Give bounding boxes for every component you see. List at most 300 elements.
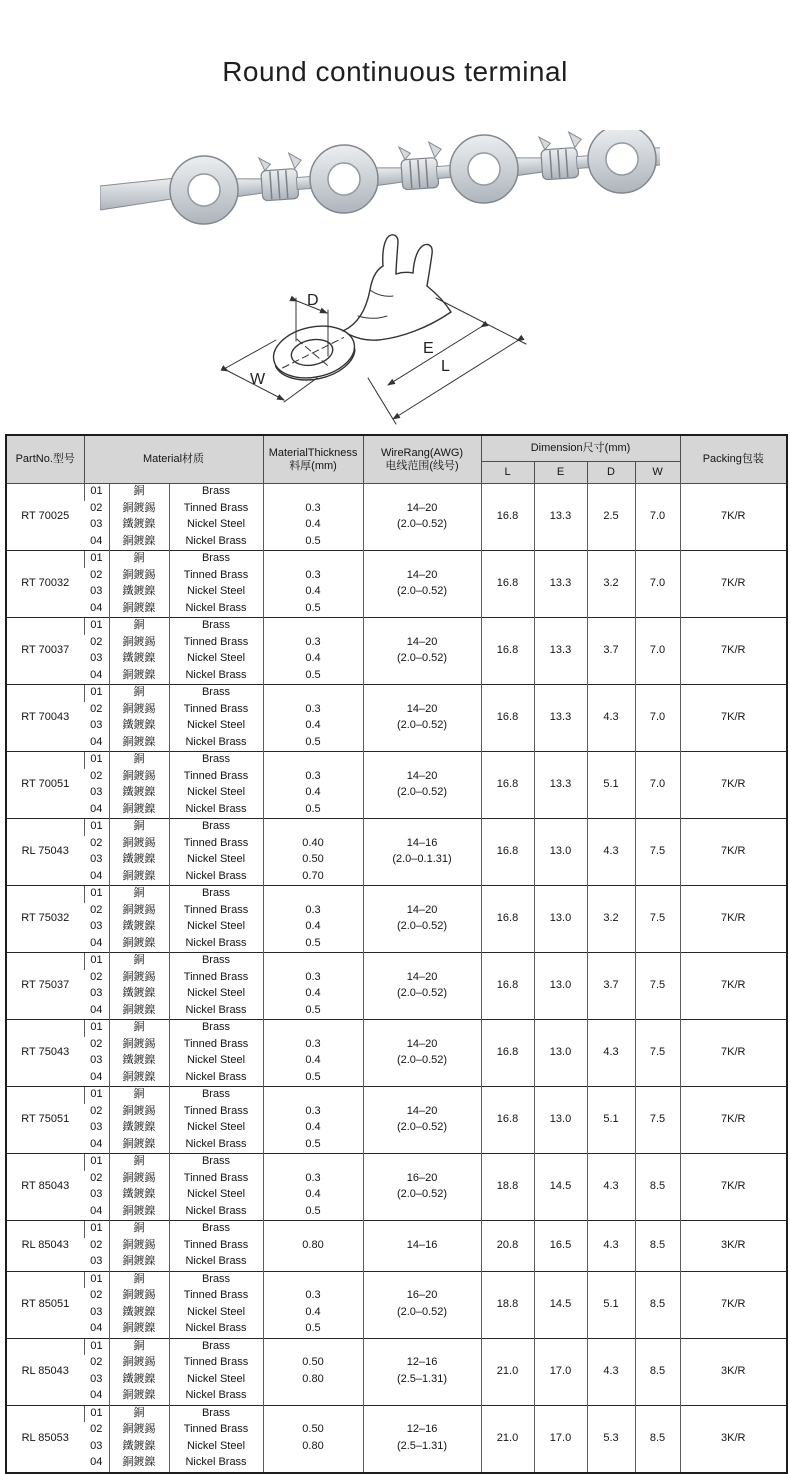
part-no-cell: RT 85051 (6, 1271, 84, 1338)
material-name-cn-cell: 銅鍍鎳 (109, 1388, 169, 1405)
header-dim-e: E (534, 462, 587, 484)
header-dimension: Dimension尺寸(mm) (481, 435, 680, 462)
table-row (6, 484, 787, 501)
spec-table-header (6, 435, 787, 484)
material-name-en-cell: Tinned Brass (169, 635, 263, 652)
material-name-cn-cell: 銅鍍錫 (109, 568, 169, 585)
packing-cell: 3K/R (680, 1221, 787, 1272)
wire-range-cell: 16–20 (363, 1288, 481, 1305)
material-name-cn-cell: 鐵鍍鎳 (109, 919, 169, 936)
material-index-cell: 03 (90, 1121, 103, 1134)
spec-table-body (6, 484, 787, 1473)
table-row (6, 953, 787, 970)
dim-w-cell: 7.5 (635, 886, 680, 953)
thickness-cell: 0.4 (263, 1053, 363, 1070)
material-name-en-cell: Nickel Steel (169, 718, 263, 735)
dim-e-cell: 14.5 (534, 1154, 587, 1221)
material-index-cell: 04 (90, 1137, 103, 1150)
material-name-en-cell: Nickel Steel (169, 1305, 263, 1322)
material-index-cell: 03 (90, 585, 103, 598)
part-no-cell: RT 75051 (6, 1087, 84, 1154)
part-no-cell: RL 75043 (6, 819, 84, 886)
wire-range-cell: (2.0–0.52) (363, 1187, 481, 1204)
material-name-en-cell: Nickel Steel (169, 1187, 263, 1204)
dim-d-cell: 5.1 (587, 1087, 635, 1154)
material-name-en-cell: Nickel Steel (169, 517, 263, 534)
material-name-en-cell: Nickel Brass (169, 802, 263, 819)
header-dim-w: W (635, 462, 680, 484)
material-index-cell: 02 (90, 1238, 103, 1251)
wire-range-cell (363, 1020, 481, 1037)
thickness-cell: 0.4 (263, 1120, 363, 1137)
material-name-cn-cell: 銅鍍鎳 (109, 735, 169, 752)
dim-w-cell: 7.0 (635, 685, 680, 752)
dimension-diagram (180, 228, 600, 440)
material-index-cell: 01 (84, 1405, 109, 1422)
wire-range-cell (363, 936, 481, 953)
thickness-cell: 0.3 (263, 970, 363, 987)
dim-d-cell: 4.3 (587, 1154, 635, 1221)
material-index-cell: 04 (90, 668, 103, 681)
packing-cell: 7K/R (680, 953, 787, 1020)
thickness-cell: 0.40 (263, 836, 363, 853)
material-name-en-cell: Tinned Brass (169, 702, 263, 719)
material-name-cn-cell: 銅鍍錫 (109, 1422, 169, 1439)
material-name-en-cell: Nickel Steel (169, 986, 263, 1003)
material-name-cn-cell: 銅鍍鎳 (109, 1204, 169, 1221)
dim-l-cell: 21.0 (481, 1338, 534, 1405)
wire-range-cell: 16–20 (363, 1171, 481, 1188)
material-name-en-cell: Nickel Brass (169, 1388, 263, 1405)
material-index-cell: 01 (84, 953, 109, 970)
header-thickness-en: MaterialThickness (268, 447, 358, 459)
wire-range-cell (363, 1388, 481, 1405)
material-name-cn-cell: 銅 (109, 551, 169, 568)
thickness-cell: 0.70 (263, 869, 363, 886)
dim-l-cell: 20.8 (481, 1221, 534, 1272)
packing-cell: 7K/R (680, 685, 787, 752)
material-name-cn-cell: 銅鍍錫 (109, 1238, 169, 1255)
thickness-cell: 0.5 (263, 1137, 363, 1154)
wire-range-cell: 12–16 (363, 1355, 481, 1372)
spec-table (5, 434, 788, 1474)
material-name-cn-cell: 銅鍍鎳 (109, 534, 169, 551)
material-name-cn-cell: 銅鍍錫 (109, 1171, 169, 1188)
dim-e-cell: 13.3 (534, 618, 587, 685)
wire-range-cell: (2.0–0.52) (363, 919, 481, 936)
material-name-cn-cell: 銅鍍錫 (109, 1355, 169, 1372)
dim-l-cell: 21.0 (481, 1405, 534, 1473)
material-name-cn-cell: 銅鍍錫 (109, 1037, 169, 1054)
thickness-cell (263, 1020, 363, 1037)
thickness-cell (263, 1254, 363, 1271)
dim-l-cell: 16.8 (481, 484, 534, 551)
dim-l-cell: 16.8 (481, 819, 534, 886)
material-index-cell: 03 (90, 853, 103, 866)
material-name-en-cell: Tinned Brass (169, 1355, 263, 1372)
wire-range-cell (363, 1271, 481, 1288)
packing-cell: 7K/R (680, 1020, 787, 1087)
dim-e-cell: 13.3 (534, 752, 587, 819)
dim-l-cell: 16.8 (481, 1087, 534, 1154)
dim-e-cell: 13.0 (534, 819, 587, 886)
part-no-cell: RT 70025 (6, 484, 84, 551)
material-name-en-cell: Tinned Brass (169, 1422, 263, 1439)
material-index-cell: 02 (90, 702, 103, 715)
material-name-cn-cell: 銅鍍鎳 (109, 601, 169, 618)
thickness-cell: 0.3 (263, 635, 363, 652)
material-name-en-cell: Nickel Brass (169, 601, 263, 618)
dim-w-cell: 7.5 (635, 953, 680, 1020)
dim-e-cell: 13.0 (534, 1087, 587, 1154)
material-name-en-cell: Nickel Steel (169, 1053, 263, 1070)
material-index-cell: 01 (84, 1221, 109, 1238)
header-material: Material材质 (84, 435, 263, 484)
wire-range-cell: (2.0–0.52) (363, 1120, 481, 1137)
thickness-cell: 0.5 (263, 668, 363, 685)
wire-range-cell: (2.0–0.52) (363, 1053, 481, 1070)
terminal-body-outline (343, 235, 451, 340)
wire-range-cell: 14–20 (363, 970, 481, 987)
material-name-cn-cell: 鐵鍍鎳 (109, 986, 169, 1003)
material-name-cn-cell: 鐵鍍鎳 (109, 1372, 169, 1389)
material-name-en-cell: Brass (169, 953, 263, 970)
material-name-cn-cell: 銅鍍錫 (109, 970, 169, 987)
dim-d-cell: 4.3 (587, 685, 635, 752)
part-no-cell: RT 70043 (6, 685, 84, 752)
thickness-cell: 0.3 (263, 903, 363, 920)
material-name-en-cell: Nickel Brass (169, 735, 263, 752)
part-no-cell: RT 75037 (6, 953, 84, 1020)
material-name-cn-cell: 銅 (109, 1020, 169, 1037)
dim-e-cell: 17.0 (534, 1405, 587, 1473)
wire-range-cell (363, 1154, 481, 1171)
wire-range-cell: 14–20 (363, 568, 481, 585)
wire-range-cell: 14–20 (363, 769, 481, 786)
material-name-en-cell: Nickel Steel (169, 651, 263, 668)
material-name-cn-cell: 銅鍍鎳 (109, 668, 169, 685)
material-index-cell: 04 (90, 1204, 103, 1217)
material-index-cell: 04 (90, 1389, 103, 1402)
material-name-cn-cell: 銅鍍錫 (109, 501, 169, 518)
material-index-cell: 03 (90, 786, 103, 799)
thickness-cell: 0.3 (263, 702, 363, 719)
packing-cell: 7K/R (680, 551, 787, 618)
material-index-cell: 01 (84, 1020, 109, 1037)
terminal-chain-image (100, 130, 660, 238)
material-index-cell: 02 (90, 1356, 103, 1369)
material-index-cell: 02 (90, 903, 103, 916)
material-index-cell: 01 (84, 1154, 109, 1171)
part-no-cell: RL 85043 (6, 1338, 84, 1405)
thickness-cell (263, 819, 363, 836)
wire-range-cell (363, 1338, 481, 1355)
dim-w-cell: 7.5 (635, 1087, 680, 1154)
wire-range-cell (363, 484, 481, 501)
material-index-cell: 04 (90, 936, 103, 949)
thickness-cell (263, 484, 363, 501)
material-name-cn-cell: 銅 (109, 1405, 169, 1422)
material-name-cn-cell: 銅 (109, 886, 169, 903)
material-index-cell: 03 (90, 652, 103, 665)
material-name-cn-cell: 鐵鍍鎳 (109, 852, 169, 869)
thickness-cell (263, 1338, 363, 1355)
material-name-cn-cell: 銅鍍鎳 (109, 1070, 169, 1087)
page-title: Round continuous terminal (222, 56, 568, 87)
material-name-cn-cell: 鐵鍍鎳 (109, 651, 169, 668)
wire-range-cell (363, 802, 481, 819)
wire-range-cell: 14–16 (363, 1238, 481, 1255)
thickness-cell: 0.3 (263, 1104, 363, 1121)
wire-range-cell: 14–20 (363, 903, 481, 920)
wire-range-cell: 14–20 (363, 1037, 481, 1054)
material-index-cell: 01 (84, 685, 109, 702)
material-name-en-cell: Nickel Steel (169, 852, 263, 869)
thickness-cell: 0.5 (263, 1204, 363, 1221)
material-name-en-cell: Nickel Steel (169, 919, 263, 936)
thickness-cell: 0.4 (263, 517, 363, 534)
wire-range-cell (363, 1405, 481, 1422)
material-name-en-cell: Brass (169, 752, 263, 769)
thickness-cell: 0.4 (263, 919, 363, 936)
material-name-en-cell: Nickel Brass (169, 1137, 263, 1154)
thickness-cell: 0.5 (263, 735, 363, 752)
thickness-cell (263, 551, 363, 568)
material-name-cn-cell: 銅 (109, 484, 169, 501)
dim-w-cell: 8.5 (635, 1405, 680, 1473)
dim-d-cell: 4.3 (587, 1338, 635, 1405)
thickness-cell: 0.4 (263, 1305, 363, 1322)
material-name-cn-cell: 銅鍍鎳 (109, 802, 169, 819)
thickness-cell (263, 1221, 363, 1238)
thickness-cell: 0.3 (263, 1288, 363, 1305)
material-index-cell: 02 (90, 836, 103, 849)
wire-range-cell: 12–16 (363, 1422, 481, 1439)
thickness-cell: 0.4 (263, 718, 363, 735)
dim-w-lines (224, 340, 317, 402)
dim-e-cell: 13.0 (534, 1020, 587, 1087)
thickness-cell: 0.5 (263, 802, 363, 819)
material-index-cell: 04 (90, 1322, 103, 1335)
thickness-cell: 0.80 (263, 1238, 363, 1255)
material-index-cell: 04 (90, 1070, 103, 1083)
material-name-en-cell: Tinned Brass (169, 568, 263, 585)
material-index-cell: 03 (90, 1372, 103, 1385)
wire-range-cell (363, 1070, 481, 1087)
wire-range-cell: (2.0–0.1.31) (363, 852, 481, 869)
thickness-cell: 0.80 (263, 1439, 363, 1456)
dim-l-cell: 16.8 (481, 953, 534, 1020)
material-name-cn-cell: 銅鍍鎳 (109, 869, 169, 886)
material-name-en-cell: Tinned Brass (169, 970, 263, 987)
material-name-en-cell: Brass (169, 1405, 263, 1422)
packing-cell: 7K/R (680, 1087, 787, 1154)
dim-d-cell: 3.2 (587, 551, 635, 618)
table-row (6, 685, 787, 702)
material-name-en-cell: Nickel Brass (169, 1204, 263, 1221)
dim-e-cell: 13.3 (534, 484, 587, 551)
dim-l-cell: 16.8 (481, 1020, 534, 1087)
wire-range-cell: 14–20 (363, 501, 481, 518)
material-name-cn-cell: 銅 (109, 1221, 169, 1238)
wire-range-cell: (2.0–0.52) (363, 651, 481, 668)
thickness-cell (263, 953, 363, 970)
thickness-cell (263, 1271, 363, 1288)
label-e: E (423, 340, 434, 357)
material-name-cn-cell: 銅 (109, 1154, 169, 1171)
material-name-cn-cell: 銅 (109, 685, 169, 702)
table-row (6, 1020, 787, 1037)
material-index-cell: 02 (90, 1104, 103, 1117)
dim-l-cell: 16.8 (481, 551, 534, 618)
thickness-cell (263, 1154, 363, 1171)
thickness-cell (263, 1405, 363, 1422)
material-name-cn-cell: 銅 (109, 953, 169, 970)
material-index-cell: 02 (90, 1289, 103, 1302)
table-row (6, 618, 787, 635)
wire-range-cell (363, 886, 481, 903)
material-index-cell: 02 (90, 1423, 103, 1436)
thickness-cell: 0.5 (263, 601, 363, 618)
material-index-cell: 01 (84, 886, 109, 903)
header-packing: Packing包装 (680, 435, 787, 484)
wire-range-cell: (2.0–0.52) (363, 1305, 481, 1322)
packing-cell: 7K/R (680, 1154, 787, 1221)
table-row (6, 1405, 787, 1422)
material-index-cell: 04 (90, 534, 103, 547)
material-index-cell: 03 (90, 518, 103, 531)
material-index-cell: 04 (90, 735, 103, 748)
dim-d-cell: 5.1 (587, 1271, 635, 1338)
material-name-en-cell: Nickel Steel (169, 785, 263, 802)
label-l: L (441, 358, 450, 375)
material-name-cn-cell: 鐵鍍鎳 (109, 1439, 169, 1456)
material-index-cell: 04 (90, 1456, 103, 1469)
material-name-cn-cell: 銅 (109, 752, 169, 769)
thickness-cell (263, 1388, 363, 1405)
material-index-cell: 04 (90, 802, 103, 815)
material-index-cell: 01 (84, 551, 109, 568)
material-name-en-cell: Brass (169, 1154, 263, 1171)
packing-cell: 7K/R (680, 752, 787, 819)
spec-table-container (5, 434, 788, 1474)
dim-l-cell: 18.8 (481, 1154, 534, 1221)
header-wire-range (363, 435, 481, 484)
dim-l-cell: 16.8 (481, 618, 534, 685)
dim-d-cell: 3.2 (587, 886, 635, 953)
material-name-cn-cell: 銅鍍鎳 (109, 1137, 169, 1154)
wire-range-cell (363, 1137, 481, 1154)
part-no-cell: RT 85043 (6, 1154, 84, 1221)
wire-range-cell (363, 1087, 481, 1104)
wire-range-cell: 14–20 (363, 702, 481, 719)
material-index-cell: 03 (90, 719, 103, 732)
product-photo (100, 130, 660, 238)
material-index-cell: 01 (84, 819, 109, 836)
table-row (6, 752, 787, 769)
thickness-cell: 0.5 (263, 534, 363, 551)
packing-cell: 7K/R (680, 886, 787, 953)
dim-d-cell: 3.7 (587, 618, 635, 685)
thickness-cell: 0.50 (263, 1422, 363, 1439)
thickness-cell: 0.5 (263, 1321, 363, 1338)
material-index-cell: 01 (84, 484, 109, 501)
material-name-cn-cell: 銅鍍錫 (109, 903, 169, 920)
material-name-en-cell: Brass (169, 1020, 263, 1037)
material-name-cn-cell: 銅 (109, 819, 169, 836)
packing-cell: 7K/R (680, 819, 787, 886)
wire-range-cell (363, 1003, 481, 1020)
material-name-en-cell: Tinned Brass (169, 903, 263, 920)
table-row (6, 1271, 787, 1288)
material-name-en-cell: Brass (169, 484, 263, 501)
thickness-cell: 0.5 (263, 936, 363, 953)
dim-e-cell: 13.3 (534, 551, 587, 618)
dim-d-cell: 3.7 (587, 953, 635, 1020)
wire-range-cell: 14–20 (363, 1104, 481, 1121)
terminal-drawing (180, 228, 600, 440)
material-name-en-cell: Brass (169, 1271, 263, 1288)
dim-e-cell: 13.3 (534, 685, 587, 752)
material-name-en-cell: Nickel Brass (169, 1070, 263, 1087)
material-name-cn-cell: 鐵鍍鎳 (109, 718, 169, 735)
material-name-cn-cell: 鐵鍍鎳 (109, 1305, 169, 1322)
packing-cell: 7K/R (680, 618, 787, 685)
material-name-cn-cell: 銅鍍鎳 (109, 1321, 169, 1338)
material-name-en-cell: Brass (169, 886, 263, 903)
wire-range-cell (363, 618, 481, 635)
material-name-en-cell: Tinned Brass (169, 1104, 263, 1121)
material-index-cell: 03 (90, 1305, 103, 1318)
material-name-cn-cell: 銅鍍鎳 (109, 936, 169, 953)
material-index-cell: 02 (90, 1037, 103, 1050)
material-name-en-cell: Nickel Brass (169, 534, 263, 551)
table-row (6, 1154, 787, 1171)
material-index-cell: 04 (90, 1003, 103, 1016)
material-name-en-cell: Nickel Steel (169, 1439, 263, 1456)
table-row (6, 551, 787, 568)
material-index-cell: 02 (90, 769, 103, 782)
packing-cell: 7K/R (680, 1271, 787, 1338)
table-row (6, 1087, 787, 1104)
dim-w-cell: 7.5 (635, 1020, 680, 1087)
wire-range-cell (363, 869, 481, 886)
thickness-cell: 0.50 (263, 852, 363, 869)
wire-range-cell: (2.0–0.52) (363, 785, 481, 802)
part-no-cell: RT 70032 (6, 551, 84, 618)
wire-range-cell (363, 1204, 481, 1221)
dim-w-cell: 8.5 (635, 1154, 680, 1221)
thickness-cell: 0.4 (263, 785, 363, 802)
thickness-cell: 0.3 (263, 1171, 363, 1188)
material-name-en-cell: Nickel Brass (169, 1254, 263, 1271)
thickness-cell: 0.4 (263, 651, 363, 668)
dim-d-cell: 5.1 (587, 752, 635, 819)
header-dim-l: L (481, 462, 534, 484)
table-row (6, 819, 787, 836)
wire-range-cell (363, 685, 481, 702)
part-no-cell: RT 75032 (6, 886, 84, 953)
table-row (6, 886, 787, 903)
header-wire-en: WireRang(AWG) (380, 447, 464, 459)
wire-range-cell (363, 735, 481, 752)
material-index-cell: 03 (90, 1255, 103, 1268)
wire-range-cell (363, 1254, 481, 1271)
material-index-cell: 04 (90, 601, 103, 614)
part-no-cell: RT 70037 (6, 618, 84, 685)
material-index-cell: 03 (90, 1439, 103, 1452)
thickness-cell: 0.3 (263, 769, 363, 786)
